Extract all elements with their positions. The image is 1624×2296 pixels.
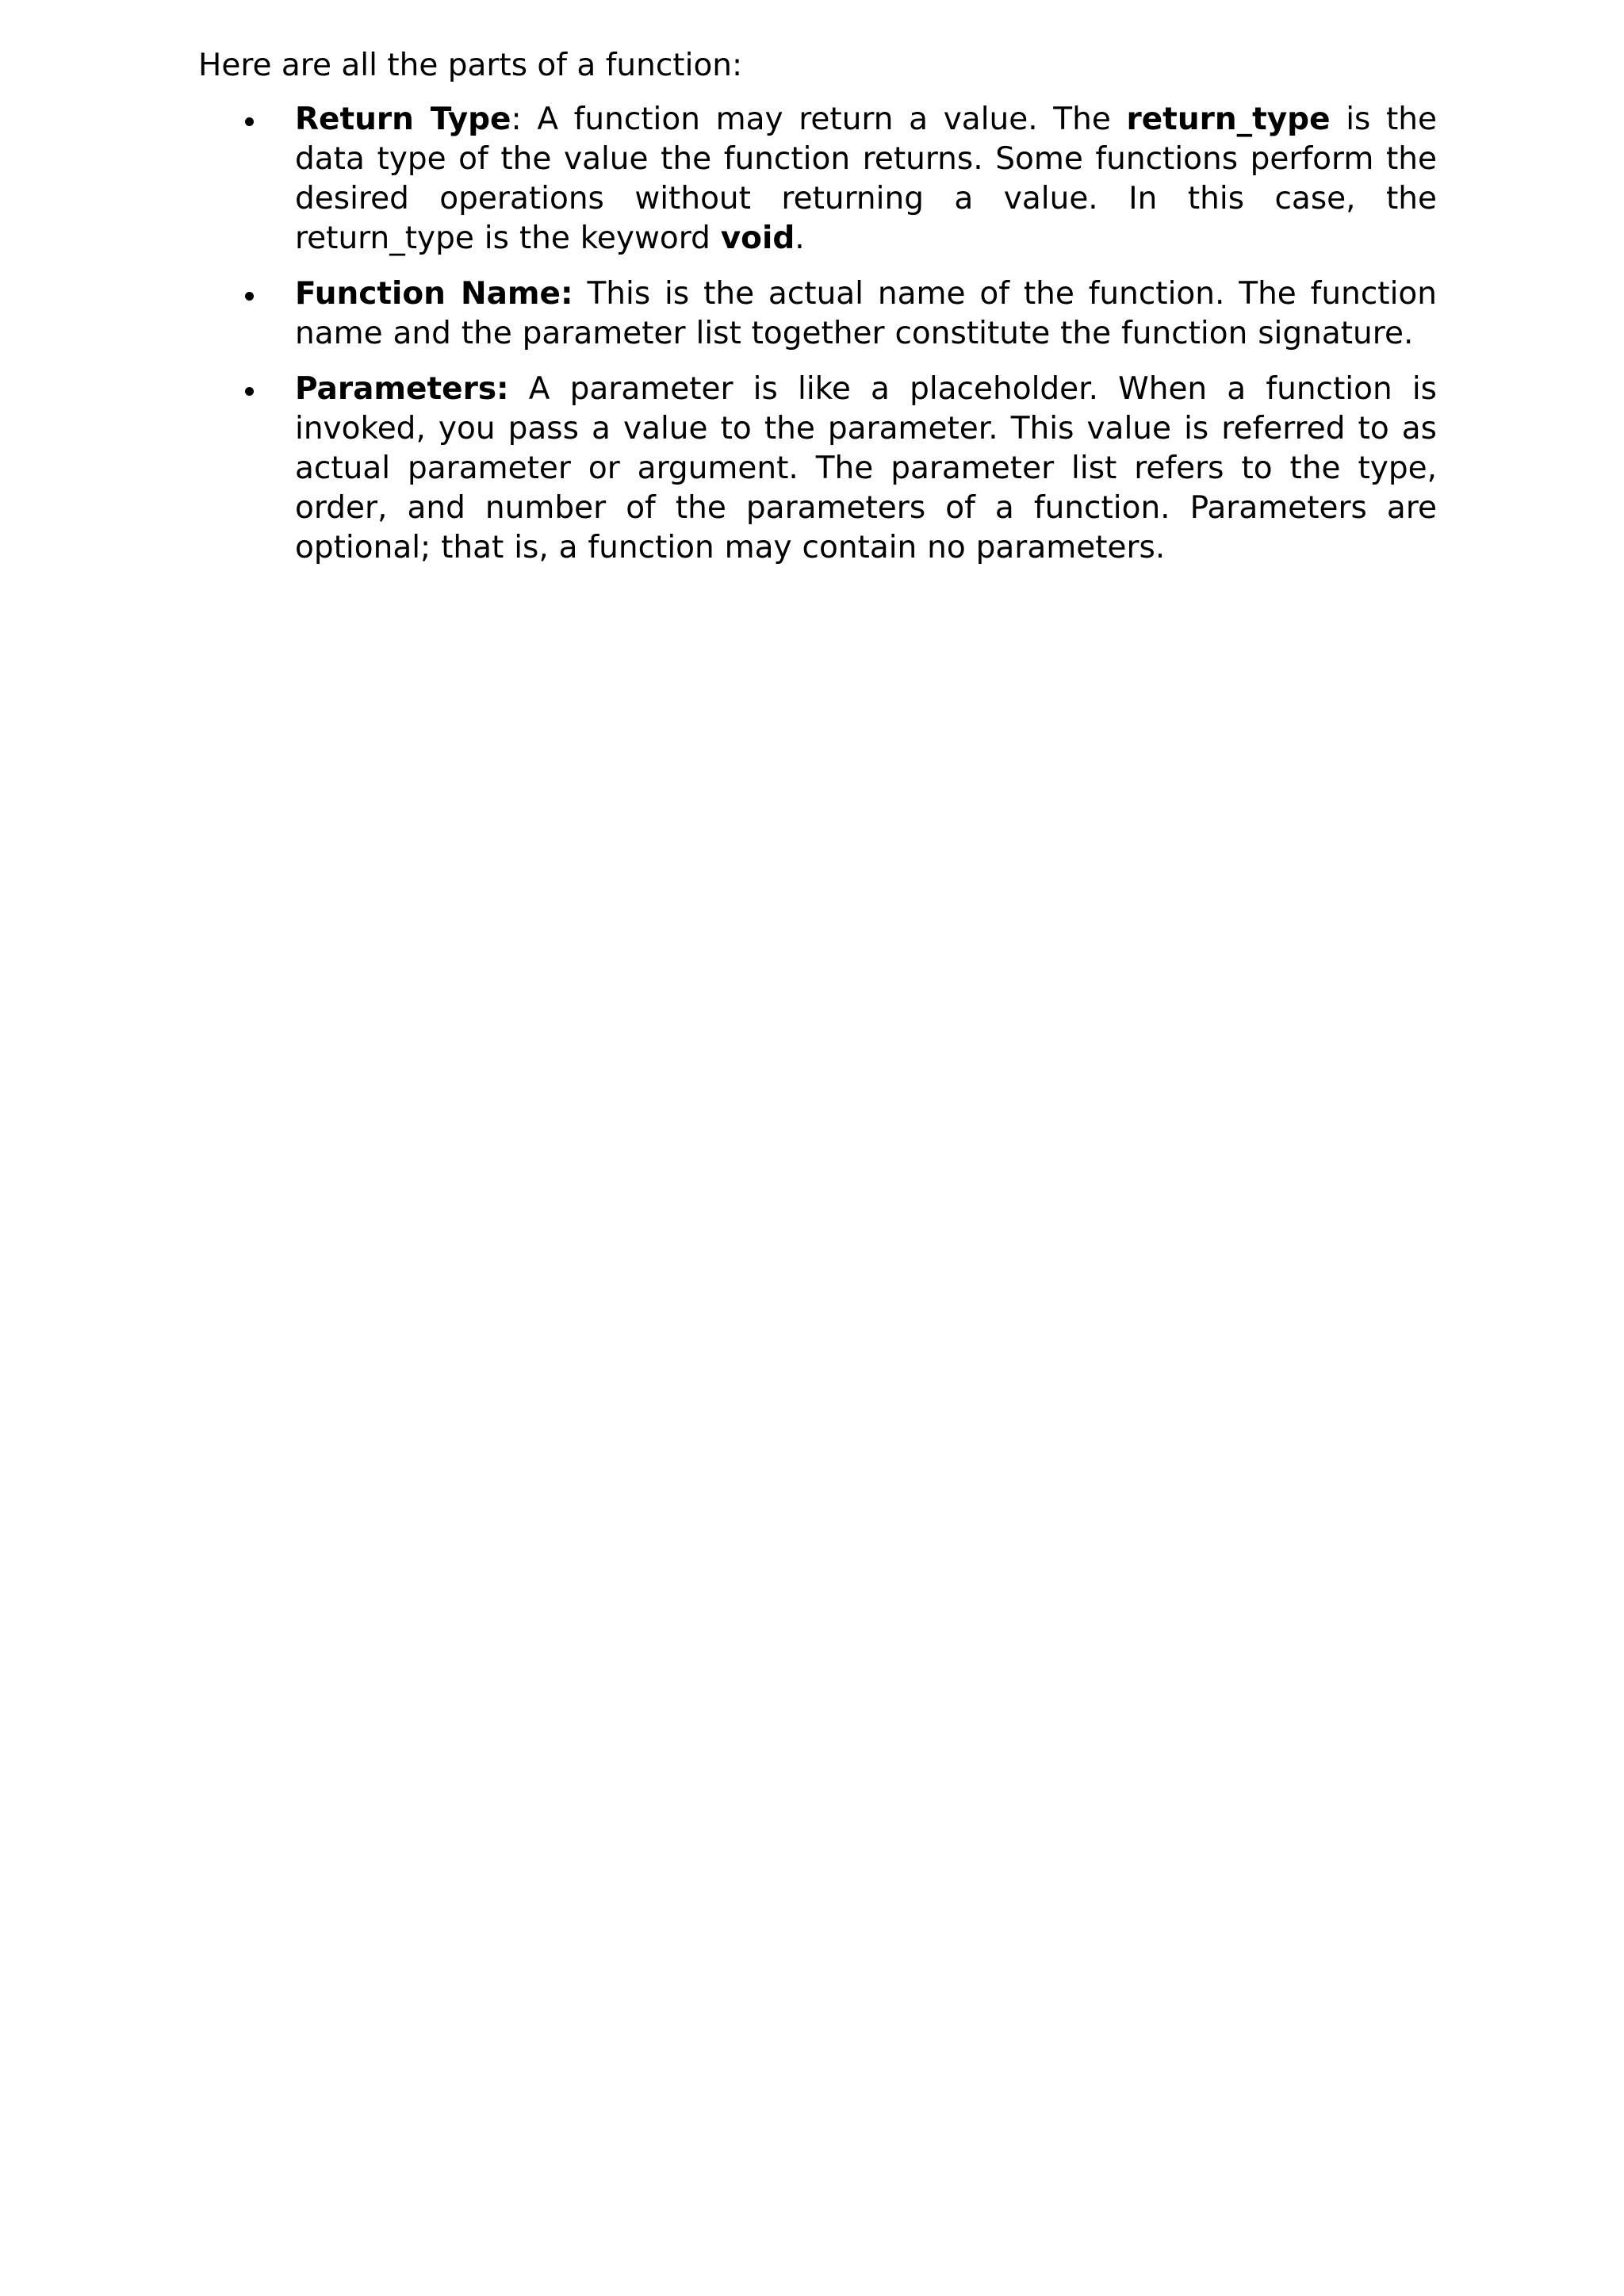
function-parts-list bbox=[295, 100, 1437, 584]
return-type-paragraph bbox=[295, 100, 1437, 259]
parameters-text: A parameter is like a placeholder. When a function is invoked, you pass a value to the parameter. This value is referred to as actual parameter or argument. The parameter list refers to the type, order, and number of the parameters of a function. Parameters are optional; that is, a function may contain no parameters. bbox=[295, 371, 1437, 565]
return-type-keyword: return_type bbox=[1126, 102, 1331, 137]
parameters-term: Parameters: bbox=[295, 371, 509, 407]
return-type-term: Return Type bbox=[295, 102, 511, 137]
function-name-term: Function Name: bbox=[295, 276, 573, 312]
bullet-icon bbox=[245, 117, 254, 126]
intro-text: Here are all the parts of a function: bbox=[198, 48, 743, 83]
function-name-text: This is the actual name of the function. The function name and the parameter list together constitute the function signature. bbox=[295, 276, 1437, 351]
list-item-return-type bbox=[295, 100, 1437, 259]
return-type-separator: : bbox=[511, 102, 538, 137]
list-item-function-name bbox=[295, 274, 1437, 354]
return-type-text-3: . bbox=[795, 220, 805, 256]
return-type-text-2: is the data type of the value the function returns. Some functions perform the desired operations without returning a value. In this case, the return_type is the keyword bbox=[295, 102, 1438, 256]
void-keyword: void bbox=[720, 220, 795, 256]
function-name-paragraph bbox=[295, 274, 1437, 354]
list-item-parameters bbox=[295, 370, 1437, 568]
bullet-icon bbox=[245, 387, 254, 396]
return-type-text-1: A function may return a value. The bbox=[537, 102, 1127, 137]
parameters-paragraph bbox=[295, 370, 1437, 568]
bullet-icon bbox=[245, 292, 254, 301]
